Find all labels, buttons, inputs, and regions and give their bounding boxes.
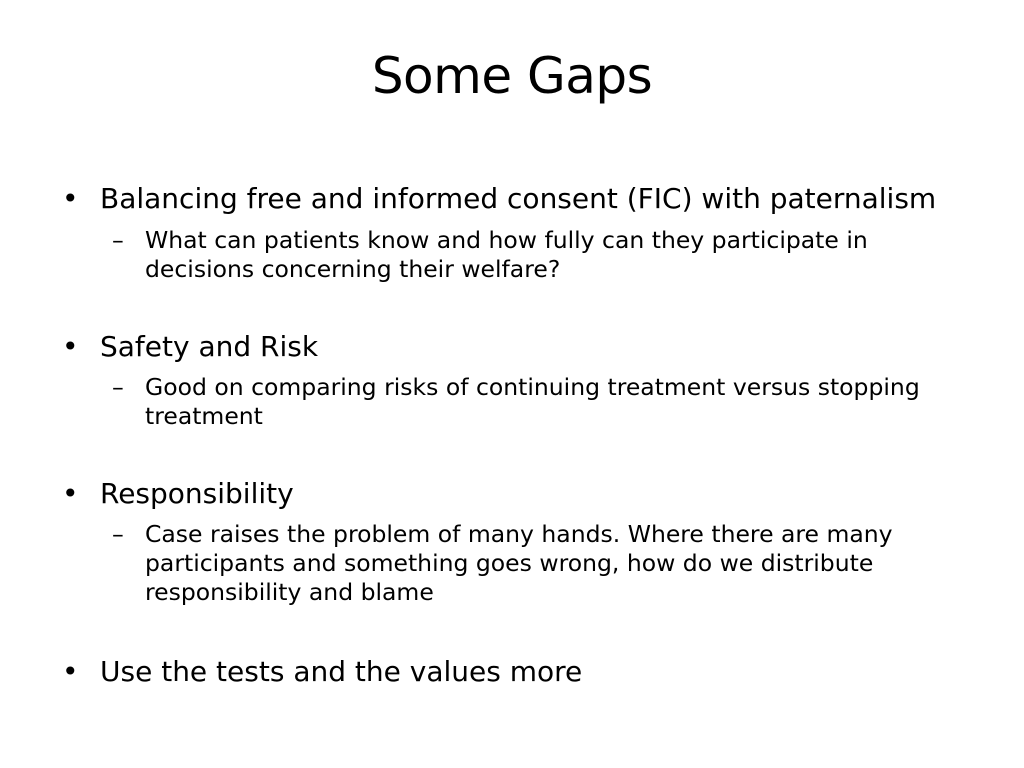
bullet-icon: •	[62, 655, 79, 688]
bullet-text: Use the tests and the values more	[100, 655, 583, 688]
dash-icon: –	[112, 373, 124, 401]
bullet-icon: •	[62, 330, 79, 363]
dash-icon: –	[112, 226, 124, 254]
bullet-icon: •	[62, 182, 79, 215]
bullet-text: Balancing free and informed consent (FIC) with paternalism	[100, 182, 937, 215]
bullet-text: Safety and Risk	[100, 330, 319, 363]
bullet-icon: •	[62, 477, 79, 510]
dash-icon: –	[112, 520, 124, 548]
slide-title: Some Gaps	[371, 47, 653, 105]
bullet-text: Responsibility	[100, 477, 294, 510]
sub-bullet-text: Case raises the problem of many hands. Where there are many participants and something goes wrong, how do we distribute responsibility and blame	[145, 520, 893, 606]
sub-bullet-text: Good on comparing risks of continuing treatment versus stopping treatment	[145, 373, 920, 430]
sub-bullet-text: What can patients know and how fully can they participate in decisions concerning their welfare?	[145, 226, 868, 283]
